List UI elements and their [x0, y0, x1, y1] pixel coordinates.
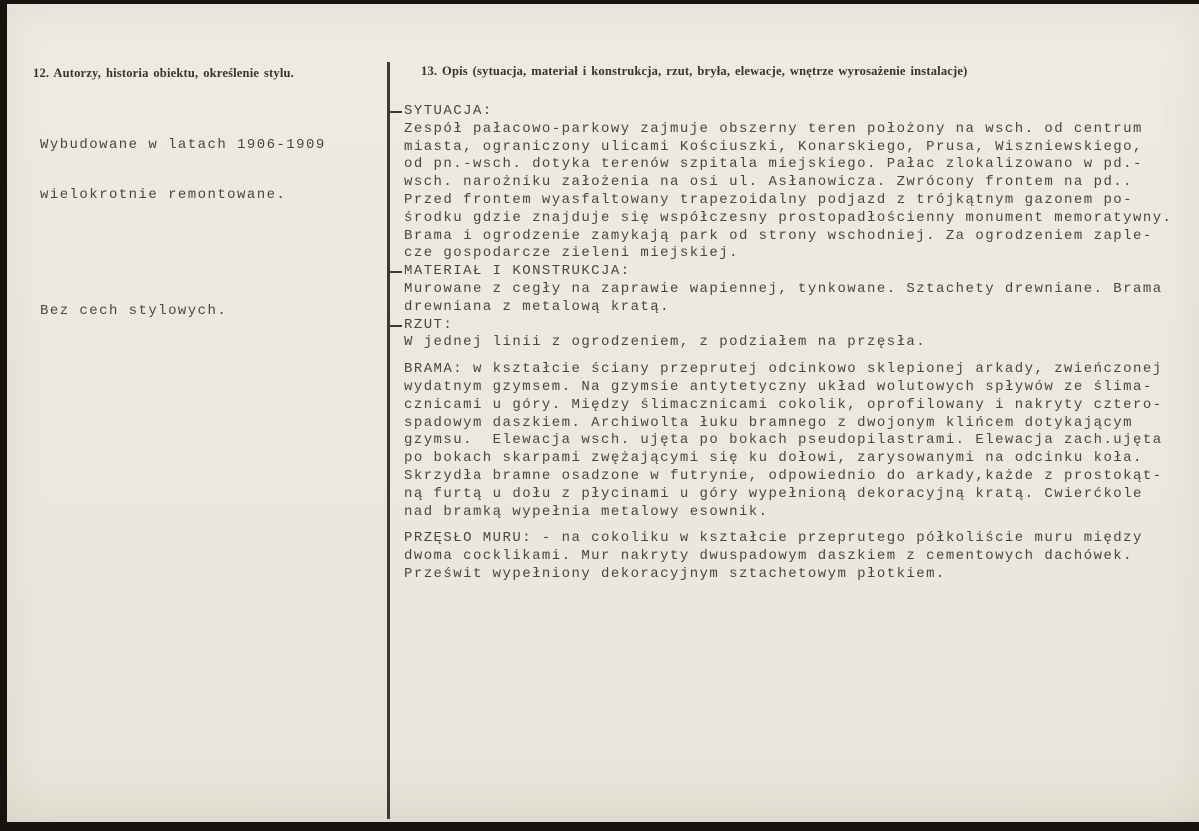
description-line — [404, 468, 1194, 486]
description-line — [404, 156, 1194, 174]
history-line: wielokrotnie remontowane. — [40, 187, 287, 203]
field-12-content — [40, 104, 326, 352]
description-line — [404, 530, 1194, 548]
description-line — [404, 432, 1194, 450]
description-line-text: Zespół pałacowo-parkowy zajmuje obszerny teren położony na wsch. od centrum — [404, 120, 1143, 137]
description-line — [404, 450, 1194, 468]
description-line-text: BRAMA: w kształcie ściany przeprutej odcinkowo sklepionej arkady, zwieńczonej — [404, 361, 1163, 378]
description-line-text: wsch. narożniku założenia na osi ul. Asłanowicza. Zwrócony frontem na pd.. — [404, 174, 1134, 191]
description-line-text: miasta, ograniczony ulicami Kościuszki, Konarskiego, Prusa, Wiszniewskiego, — [404, 138, 1143, 155]
description-line — [404, 299, 1194, 317]
description-line — [404, 566, 1194, 584]
description-line-text: środku gdzie znajduje się współczesny prostopadłościenny monument memoratywny. — [404, 209, 1173, 226]
field-13-heading: 13. Opis (sytuacja, materiał i konstrukcja, rzut, bryła, elewacje, wnętrze wyrosażenie instalacje) — [421, 64, 968, 78]
description-line-text: MATERIAŁ I KONSTRUKCJA: — [404, 263, 631, 280]
description-line-text: po bokach skarpami zwężającymi się ku dołowi, zarysowanymi na odcinku koła. — [404, 450, 1143, 467]
description-line — [404, 139, 1194, 157]
description-line — [404, 245, 1194, 263]
description-line-text: Przed frontem wyasfaltowany trapezoidalny podjazd z trójkątnym gazonem po- — [404, 191, 1134, 208]
description-line — [404, 281, 1194, 299]
description-line-text: PRZĘSŁO MURU: - na cokoliku w kształcie przeprutego półkoliście muru między — [404, 530, 1143, 547]
description-line — [404, 334, 1194, 352]
description-line — [404, 521, 1194, 530]
description-line — [404, 121, 1194, 139]
description-line-text: W jednej linii z ogrodzeniem, z podziałem na przęsła. — [404, 334, 927, 351]
description-line-text: cze gospodarcze zieleni miejskiej. — [404, 245, 739, 262]
style-line: Bez cech stylowych. — [40, 303, 228, 319]
description-line-text: RZUT: — [404, 316, 454, 333]
description-line — [404, 352, 1194, 361]
description-line — [404, 192, 1194, 210]
description-line-text: nad bramką wypełnia metalowy esownik. — [404, 503, 769, 520]
description-line — [404, 103, 1194, 121]
description-line-text: Skrzydła bramne osadzone w futrynie, odpowiednio do arkady,każde z prostokąt- — [404, 467, 1163, 484]
description-line-text: spadowym daszkiem. Archiwolta łuku bramnego z dwojonym klińcem dotykającym — [404, 414, 1134, 431]
description-line-text: Murowane z cegły na zaprawie wapiennej, tynkowane. Sztachety drewniane. Brama — [404, 280, 1163, 297]
description-line — [404, 228, 1194, 246]
description-line — [404, 210, 1194, 228]
paragraph-gap — [40, 236, 326, 270]
description-line — [404, 504, 1194, 522]
description-line — [404, 379, 1194, 397]
description-line-text: od pn.-wsch. dotyka terenów szpitala miejskiego. Pałac zlokalizowano w pd.- — [404, 156, 1143, 173]
description-line — [404, 415, 1194, 433]
description-line-text: SYTUACJA: — [404, 103, 493, 119]
column-divider-line — [387, 62, 390, 819]
description-line — [404, 397, 1194, 415]
field-12-heading: 12. Autorzy, historia obiektu, określenie stylu. — [33, 66, 294, 80]
description-line-text: ną furtą u dołu z płycinami u góry wypełnioną dekoracyjną kratą. Cwierćkole — [404, 485, 1143, 502]
description-line — [404, 174, 1194, 192]
scanned-card-page — [7, 4, 1199, 822]
description-line-text: dwoma cocklikami. Mur nakryty dwuspadowym daszkiem z cementowych dachówek. — [404, 548, 1134, 565]
history-line: Wybudowane w latach 1906-1909 — [40, 137, 326, 153]
description-line-text: cznicami u góry. Między ślimacznicami cokolik, oprofilowany i nakryty cztero- — [404, 396, 1163, 413]
description-line-text: drewniana z metalową kratą. — [404, 298, 670, 315]
field-13-content — [404, 103, 1194, 584]
section-tick-mark — [387, 271, 402, 273]
description-line — [404, 263, 1194, 281]
description-line-text: Brama i ogrodzenie zamykają park od strony wschodniej. Za ogrodzeniem zaple- — [404, 227, 1153, 244]
description-line-text: wydatnym gzymsem. Na gzymsie antytetyczny układ wolutowych spływów ze ślima- — [404, 378, 1153, 395]
section-tick-mark — [387, 325, 402, 327]
section-tick-mark — [387, 111, 402, 113]
description-line-text: gzymsu. Elewacja wsch. ujęta po bokach pseudopilastrami. Elewacja zach.ujęta — [404, 432, 1163, 449]
description-line — [404, 548, 1194, 566]
description-line — [404, 361, 1194, 379]
description-line-text: Prześwit wypełniony dekoracyjnym sztachetowym płotkiem. — [404, 565, 946, 582]
description-line — [404, 317, 1194, 335]
description-line — [404, 486, 1194, 504]
